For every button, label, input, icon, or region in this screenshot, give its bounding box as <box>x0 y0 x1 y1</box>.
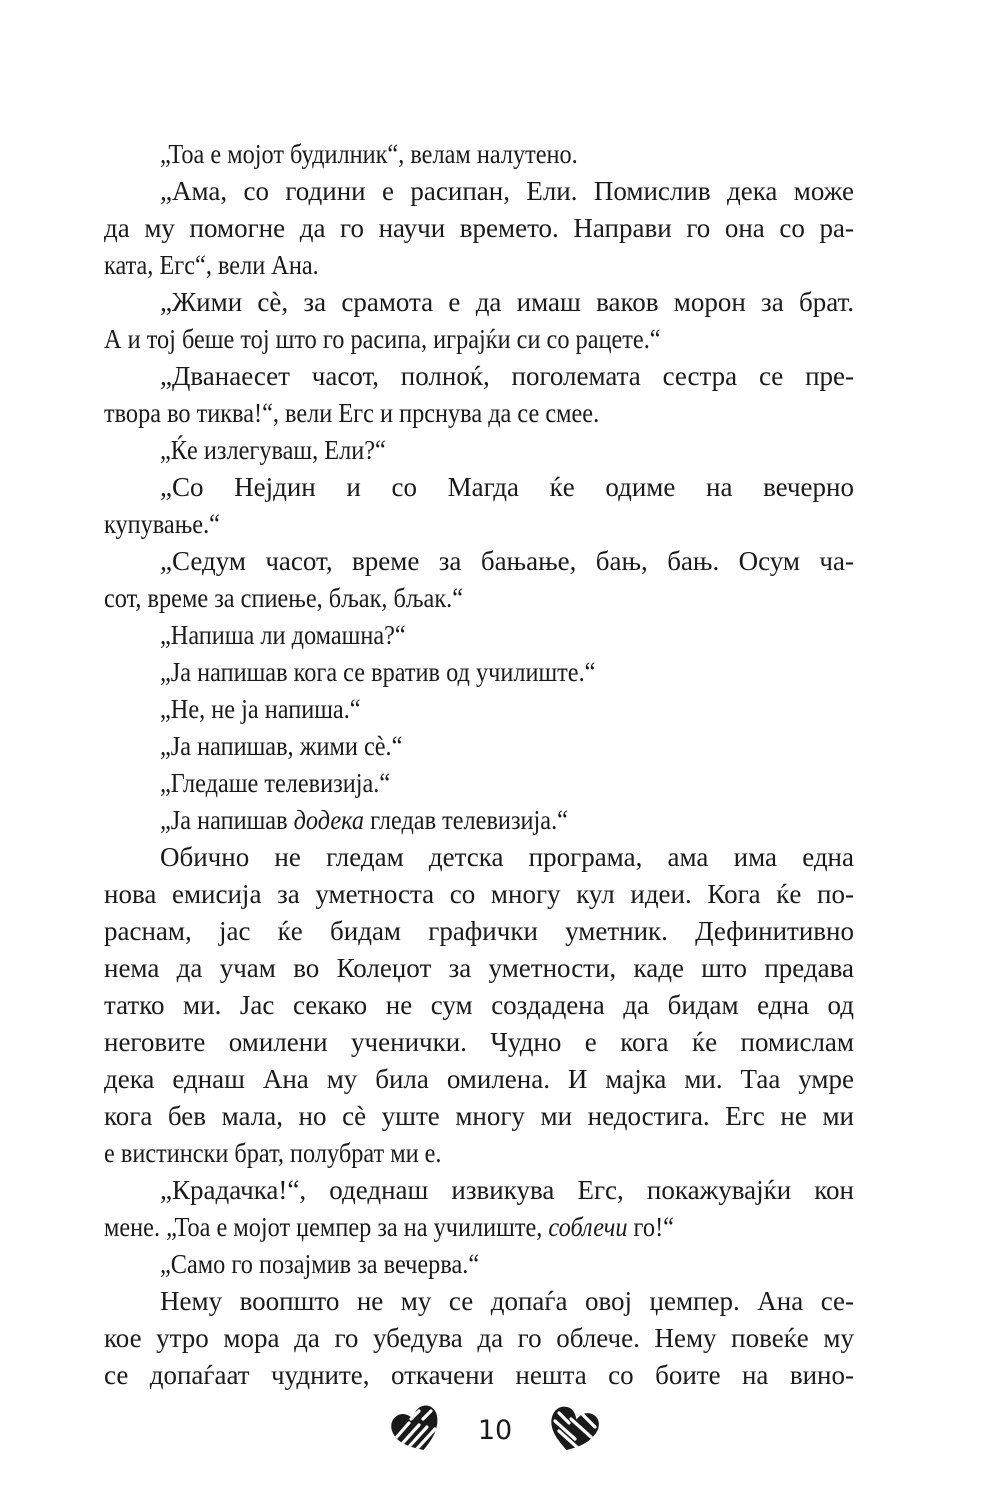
page-footer <box>0 1405 990 1455</box>
text-line <box>104 1098 854 1135</box>
text-line <box>104 987 854 1024</box>
text-line-content: „Ја напишав кога се вратив од училиште.“ <box>160 657 596 687</box>
text-line <box>104 950 854 987</box>
text-line-content <box>104 1209 674 1246</box>
text-line-content: Нему воопшто не му се допаѓа овој џемпер. Ана се- <box>160 1286 854 1316</box>
text-line-content: „Не, не ја напиша.“ <box>160 694 361 724</box>
text-run: мене. „Тоа е мојот џемпер за на училиште, <box>104 1212 549 1242</box>
text-line <box>104 284 854 321</box>
text-line <box>104 1061 854 1098</box>
text-run: го!“ <box>627 1212 674 1242</box>
text-line-content: ката, Егс“, вели Ана. <box>104 250 319 280</box>
text-line-content: неговите омилени ученички. Чудно е кога ќе помислам <box>104 1027 854 1057</box>
italic-emphasis: соблечи <box>548 1212 628 1242</box>
text-line-content: да му помогне да го научи времето. Направи го она со ра- <box>104 213 854 243</box>
text-line <box>104 210 854 247</box>
text-line <box>104 1246 854 1283</box>
text-line <box>104 358 854 395</box>
text-line-content: кое утро мора да го убедува да го облече. Нему повеќе му <box>104 1323 854 1353</box>
text-line-content: А и тој беше тој што го расипа, играјќи си со рацете.“ <box>104 324 661 354</box>
italic-emphasis: додека <box>293 805 365 835</box>
text-line <box>104 1320 854 1357</box>
body-text <box>104 136 854 1394</box>
text-line-content: дека еднаш Ана му била омилена. И мајка ми. Таа умре <box>104 1064 854 1094</box>
text-line <box>104 580 854 617</box>
text-line-content: „Напиша ли домашна?“ <box>160 620 406 650</box>
text-line-content: „Жими сѐ, за срамота е да имаш ваков морон за брат. <box>160 287 854 317</box>
text-line <box>104 1283 854 1320</box>
text-line-content: твора во тиква!“, вели Егс и прснува да се смее. <box>104 398 600 428</box>
text-line-content: „Тоа е мојот будилник“, велам налутено. <box>160 139 578 169</box>
text-line-content: „Со Нејдин и со Магда ќе одиме на вечерно <box>160 472 854 502</box>
text-line-content: татко ми. Јас секако не сум создадена да бидам една од <box>104 990 854 1020</box>
text-line <box>104 432 854 469</box>
text-line-content <box>160 802 568 839</box>
text-line <box>104 543 854 580</box>
right-heart-icon <box>545 1405 601 1455</box>
text-line <box>104 469 854 506</box>
text-line <box>104 876 854 913</box>
text-line <box>104 506 854 543</box>
text-line <box>104 691 854 728</box>
text-line <box>104 654 854 691</box>
text-line-content: „Седум часот, време за бањање, бањ, бањ. Осум ча- <box>160 546 854 576</box>
text-line <box>104 136 854 173</box>
left-heart-icon <box>389 1405 445 1455</box>
page-number: 10 <box>477 1414 513 1446</box>
text-line-content: „Ја напишав, жими сѐ.“ <box>160 731 403 761</box>
text-run: „Ја напишав <box>160 805 294 835</box>
text-line-content: кога бев мала, но сѐ уште многу ми недостига. Егс не ми <box>104 1101 854 1131</box>
text-line <box>104 1209 854 1246</box>
text-line <box>104 1172 854 1209</box>
text-line <box>104 802 854 839</box>
text-line-content: „Крадачка!“, одеднаш извикува Егс, покажувајќи кон <box>160 1175 854 1205</box>
text-line <box>104 247 854 284</box>
text-line <box>104 395 854 432</box>
text-run: гледав телевизија.“ <box>364 805 568 835</box>
text-line-content: „Гледаше телевизија.“ <box>160 768 391 798</box>
text-line-content: „Само го позајмив за вечерва.“ <box>160 1249 480 1279</box>
text-line <box>104 1024 854 1061</box>
text-line-content: нема да учам во Колеџот за уметности, каде што предава <box>104 953 854 983</box>
text-line <box>104 765 854 802</box>
text-line-content: купување.“ <box>104 509 220 539</box>
text-line <box>104 321 854 358</box>
text-line-content: „Ќе излегуваш, Ели?“ <box>160 435 386 465</box>
text-line <box>104 913 854 950</box>
text-line <box>104 1357 854 1394</box>
text-line-content: раснам, јас ќе бидам графички уметник. Дефинитивно <box>104 916 854 946</box>
text-line-content: нова емисија за уметноста со многу кул идеи. Кога ќе по- <box>104 879 854 909</box>
text-line <box>104 173 854 210</box>
text-line <box>104 1135 854 1172</box>
text-line-content: „Дванаесет часот, полноќ, поголемата сестра се пре- <box>160 361 854 391</box>
text-line-content: се допаѓаат чудните, откачени нешта со боите на вино- <box>104 1360 854 1390</box>
text-line-content: „Ама, со години е расипан, Ели. Помислив дека може <box>160 176 854 206</box>
text-line <box>104 839 854 876</box>
text-line-content: Обично не гледам детска програма, ама има една <box>160 842 854 872</box>
text-line-content: сот, време за спиење, бљак, бљак.“ <box>104 583 464 613</box>
text-line <box>104 728 854 765</box>
text-line <box>104 617 854 654</box>
text-line-content: е вистински брат, полубрат ми е. <box>104 1138 442 1168</box>
